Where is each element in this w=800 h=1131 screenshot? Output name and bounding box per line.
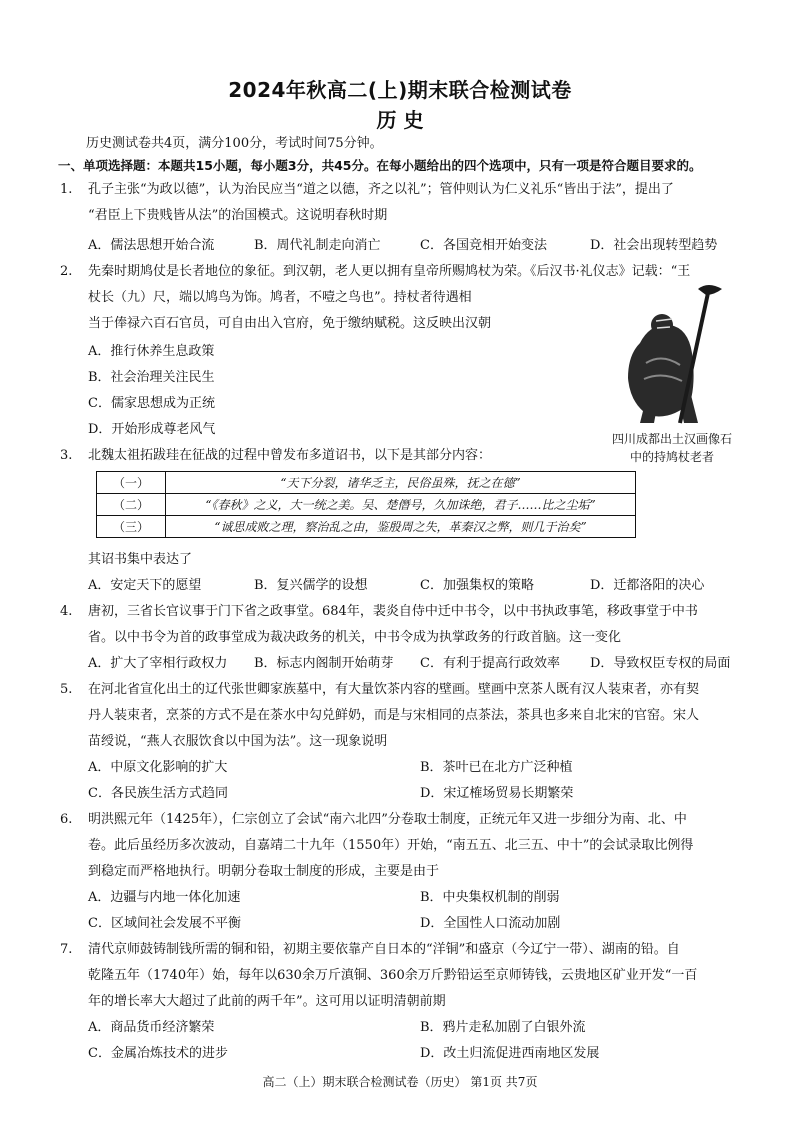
exam-intro: 历史测试卷共4页，满分100分，考试时间75分钟。 xyxy=(86,136,383,151)
table-row xyxy=(97,494,636,516)
option-d[interactable]: D．全国性人口流动加剧 xyxy=(420,916,561,931)
question-text: 年的增长率大大超过了此前的两千年”。这可用以证明清朝前期 xyxy=(88,994,446,1009)
option-b[interactable]: B．茶叶已在北方广泛种植 xyxy=(420,760,573,775)
question-text: 卷。此后虽经历多次波动，自嘉靖二十九年（1550年）开始，“南五五、北三五、中十”的会试录取比例得 xyxy=(88,838,694,853)
question-number: 7. xyxy=(60,942,73,957)
option-a[interactable]: A．商品货币经济繁荣 xyxy=(88,1020,215,1035)
table-row xyxy=(97,472,636,494)
exam-title: 2024年秋高二(上)期末联合检测试卷 xyxy=(228,78,572,102)
question-text: “君臣上下贵贱皆从法”的治国模式。这说明春秋时期 xyxy=(88,208,388,223)
figure-caption-line: 四川成都出土汉画像石 xyxy=(611,432,732,446)
question-text: 先秦时期鸠仗是长者地位的象征。到汉朝，老人更以拥有皇帝所赐鸠杖为荣。《后汉书·礼仪志》记载：“王 xyxy=(88,264,691,279)
table-cell-label: （二） xyxy=(97,494,166,516)
question-text: 其诏书集中表达了 xyxy=(88,552,193,567)
option-b[interactable]: B．标志内阁制开始萌芽 xyxy=(254,656,394,671)
subject-heading: 历 史 xyxy=(376,108,424,132)
question-text: 省。以中书令为首的政事堂成为裁决政务的机关，中书令成为执掌政务的行政首脑。这一变化 xyxy=(88,630,622,645)
table-cell-text: “天下分裂，诸华乏主，民俗虽殊，抚之在德” xyxy=(166,472,636,494)
question-number: 6. xyxy=(60,812,73,827)
figure-caption xyxy=(584,430,760,466)
question-number: 5. xyxy=(60,682,73,697)
question-number: 4. xyxy=(60,604,73,619)
table-cell-text: “《春秋》之义，大一统之美。吴、楚僭号，久加诛绝，君子……比之尘垢” xyxy=(166,494,636,516)
question-text: 到稳定而严格地执行。明朝分卷取士制度的形成，主要是由于 xyxy=(88,864,440,879)
option-a[interactable]: A．儒法思想开始合流 xyxy=(88,238,215,253)
option-b[interactable]: B．周代礼制走向消亡 xyxy=(254,238,381,253)
table-cell-text: “诚思成败之理，察治乱之由，鉴殷周之失，革秦汉之弊，则几于治矣” xyxy=(166,516,636,538)
option-a[interactable]: A．推行休养生息政策 xyxy=(88,344,215,359)
option-c[interactable]: C．各国竞相开始变法 xyxy=(420,238,547,253)
figure-caption-line: 中的持鸠杖老者 xyxy=(629,450,714,464)
option-b[interactable]: B．中央集权机制的削弱 xyxy=(420,890,560,905)
option-c[interactable]: C．区域间社会发展不平衡 xyxy=(88,916,241,931)
question-number: 3. xyxy=(60,448,73,463)
option-b[interactable]: B．复兴儒学的设想 xyxy=(254,578,368,593)
option-c[interactable]: C．儒家思想成为正统 xyxy=(88,396,215,411)
option-c[interactable]: C．各民族生活方式趋同 xyxy=(88,786,228,801)
option-d[interactable]: D．改土归流促进西南地区发展 xyxy=(420,1046,600,1061)
table-row xyxy=(97,516,636,538)
question-text: 孔子主张“为政以德”，认为治民应当“道之以德，齐之以礼”；管仲则认为仁义礼乐“皆出于法”，提出了 xyxy=(88,182,674,197)
option-d[interactable]: D．迁都洛阳的决心 xyxy=(590,578,705,593)
question-text: 唐初，三省长官议事于门下省之政事堂。684年，裴炎自侍中迁中书令，以中书执政事笔，移政事堂于中书 xyxy=(88,604,698,619)
question-text: 乾隆五年（1740年）始，每年以630余万斤滇铜、360余万斤黔铅运至京师铸钱，云贵地区矿业开发“一百 xyxy=(88,968,698,983)
option-a[interactable]: A．扩大了宰相行政权力 xyxy=(88,656,228,671)
option-a[interactable]: A．边疆与内地一体化加速 xyxy=(88,890,241,905)
option-a[interactable]: A．中原文化影响的扩大 xyxy=(88,760,228,775)
table-cell-label: （一） xyxy=(97,472,166,494)
option-c[interactable]: C．加强集权的策略 xyxy=(420,578,534,593)
option-c[interactable]: C．有利于提高行政效率 xyxy=(420,656,560,671)
page-footer: 高二（上）期末联合检测试卷（历史） 第1页 共7页 xyxy=(262,1075,538,1089)
question-text: 在河北省宣化出土的辽代张世卿家族墓中，有大量饮茶内容的壁画。壁画中烹茶人既有汉人装束者，亦有契 xyxy=(88,682,700,697)
question-text: 杖长（九）尺，端以鸠鸟为饰。鸠者，不噎之鸟也”。持杖者待遇相 xyxy=(88,290,472,305)
table-cell-label: （三） xyxy=(97,516,166,538)
option-a[interactable]: A．安定天下的愿望 xyxy=(88,578,202,593)
option-d[interactable]: D．导致权臣专权的局面 xyxy=(590,656,731,671)
edict-table xyxy=(96,471,636,538)
question-text: 苗绶说，“燕人衣服饮食以中国为法”。这一现象说明 xyxy=(88,734,388,749)
han-stone-relief-image xyxy=(610,283,730,428)
option-b[interactable]: B．社会治理关注民生 xyxy=(88,370,215,385)
question-text: 北魏太祖拓跋珪在征战的过程中曾发布多道诏书，以下是其部分内容： xyxy=(88,448,492,463)
option-b[interactable]: B．鸦片走私加剧了白银外流 xyxy=(420,1020,586,1035)
question-text: 清代京师鼓铸制钱所需的铜和铅，初期主要依靠产自日本的“洋铜”和盛京（今辽宁一带）、湖南的铅。自 xyxy=(88,942,680,957)
option-d[interactable]: D．社会出现转型趋势 xyxy=(590,238,718,253)
option-d[interactable]: D．开始形成尊老风气 xyxy=(88,422,216,437)
question-text: 明洪熙元年（1425年），仁宗创立了会试“南六北四”分卷取士制度，正统元年又进一步细分为南、北、中 xyxy=(88,812,687,827)
question-text: 丹人装束者，烹茶的方式不是在茶水中勾兑鲜奶，而是与宋相同的点茶法，茶具也多来自北宋的官窑。宋人 xyxy=(88,708,700,723)
option-d[interactable]: D．宋辽榷场贸易长期繁荣 xyxy=(420,786,574,801)
question-number: 1. xyxy=(60,182,73,197)
section-heading: 一、单项选择题：本题共15小题，每小题3分，共45分。在每小题给出的四个选项中，只有一项是符合题目要求的。 xyxy=(58,158,702,173)
question-number: 2. xyxy=(60,264,73,279)
option-c[interactable]: C．金属冶炼技术的进步 xyxy=(88,1046,228,1061)
question-text: 当于俸禄六百石官员，可自由出入官府，免于缴纳赋税。这反映出汉朝 xyxy=(88,316,492,331)
